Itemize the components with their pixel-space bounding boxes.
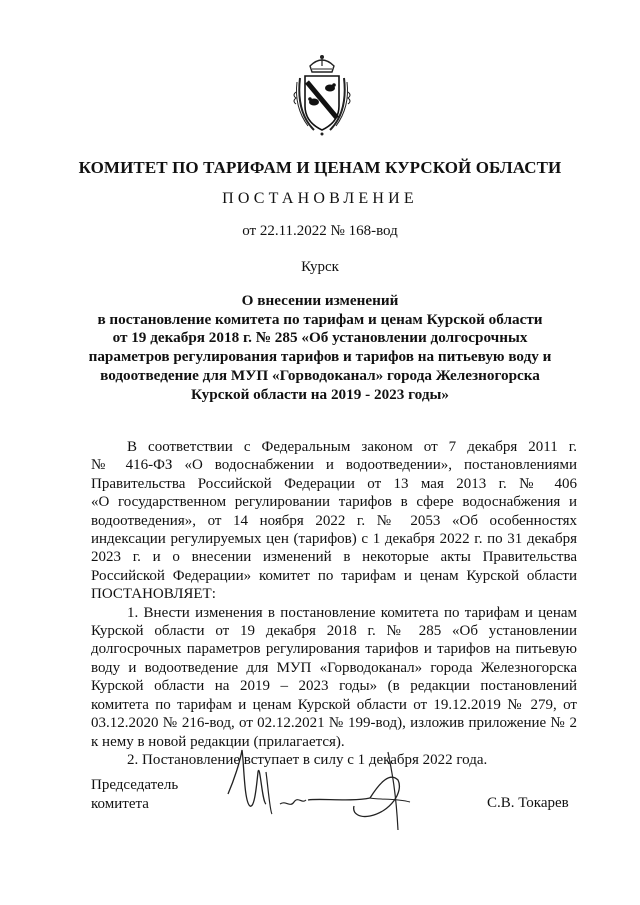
- preamble-line: «О государственном регулировании тарифов в сфере водоснабжения и: [91, 494, 577, 511]
- preamble-line: В соответствии с Федеральным законом от 7 декабря 2011 г.: [127, 439, 577, 455]
- item1-line: 1. Внести изменения в постановление комитета по тарифам и ценам: [127, 604, 577, 621]
- item1-line: Курской области от 19 декабря 2018 г. № 285 «Об установлении: [91, 623, 577, 640]
- item1-line: Курской области на 2019 – 2023 годы» (в редакции постановлений: [91, 678, 577, 695]
- title-line: Курской области на 2019 - 2023 годы»: [191, 385, 449, 403]
- preamble-line: индексации регулируемых цен (тарифов) с 1 декабря 2022 г. по 31 декабря: [91, 531, 577, 548]
- preamble-line: Российской Федерации» комитет по тарифам и ценам Курской области: [91, 567, 577, 584]
- item1-line: воду и водоотведение для МУП «Горводоканал» города Железногорска: [91, 659, 577, 676]
- preamble-line: Правительства Российской Федерации от 13 мая 2013 г. № 406: [91, 475, 577, 492]
- document-type: ПОСТАНОВЛЕНИЕ: [222, 190, 418, 207]
- title-line: О внесении изменений: [241, 292, 399, 309]
- role-line: комитета: [91, 796, 149, 812]
- role-line: Председатель: [91, 777, 179, 793]
- handwritten-signature: [220, 742, 450, 832]
- preamble-line: ПОСТАНОВЛЯЕТ:: [91, 586, 216, 603]
- signatory-name: С.В. Токарев: [487, 795, 569, 811]
- preamble-line: № 416-ФЗ «О водоснабжении и водоотведении», постановлениями: [91, 457, 577, 474]
- preamble-line: 2023 г. и о внесении изменений в некоторые акты Правительства: [91, 549, 577, 566]
- title-line: водоотведение для МУП «Горводоканал» города Железногорска: [100, 366, 540, 384]
- coat-of-arms-icon: [290, 52, 354, 138]
- item1-line: комитета по тарифам и ценам Курской области от 19.12.2019 № 279, от: [91, 696, 577, 713]
- title-line: от 19 декабря 2018 г. № 285 «Об установлении долгосрочных: [112, 329, 528, 347]
- item1-line: долгосрочных параметров регулирования тарифов и тарифов на питьевую: [91, 641, 577, 658]
- city: Курск: [301, 259, 339, 275]
- item1-line: к нему в новой редакции (прилагается).: [91, 733, 345, 750]
- document-body: [91, 438, 577, 769]
- date-and-number: от 22.11.2022 № 168-вод: [242, 223, 398, 239]
- item2: 2. Постановление вступает в силу с 1 декабря 2022 года.: [127, 751, 488, 768]
- preamble-line: водоотведения», от 14 ноября 2022 г. № 2053 «Об особенностях: [91, 512, 577, 529]
- committee-name: КОМИТЕТ ПО ТАРИФАМ И ЦЕНАМ КУРСКОЙ ОБЛАСТИ: [78, 158, 562, 177]
- document-title: [0, 292, 640, 404]
- item1-line: 03.12.2020 № 216-вод, от 02.12.2021 № 199-вод), изложив приложение № 2: [91, 715, 577, 732]
- title-line: в постановление комитета по тарифам и ценам Курской области: [97, 310, 543, 328]
- signatory-role: [91, 776, 178, 814]
- title-line: параметров регулирования тарифов и тарифов на питьевую воду и: [88, 348, 552, 366]
